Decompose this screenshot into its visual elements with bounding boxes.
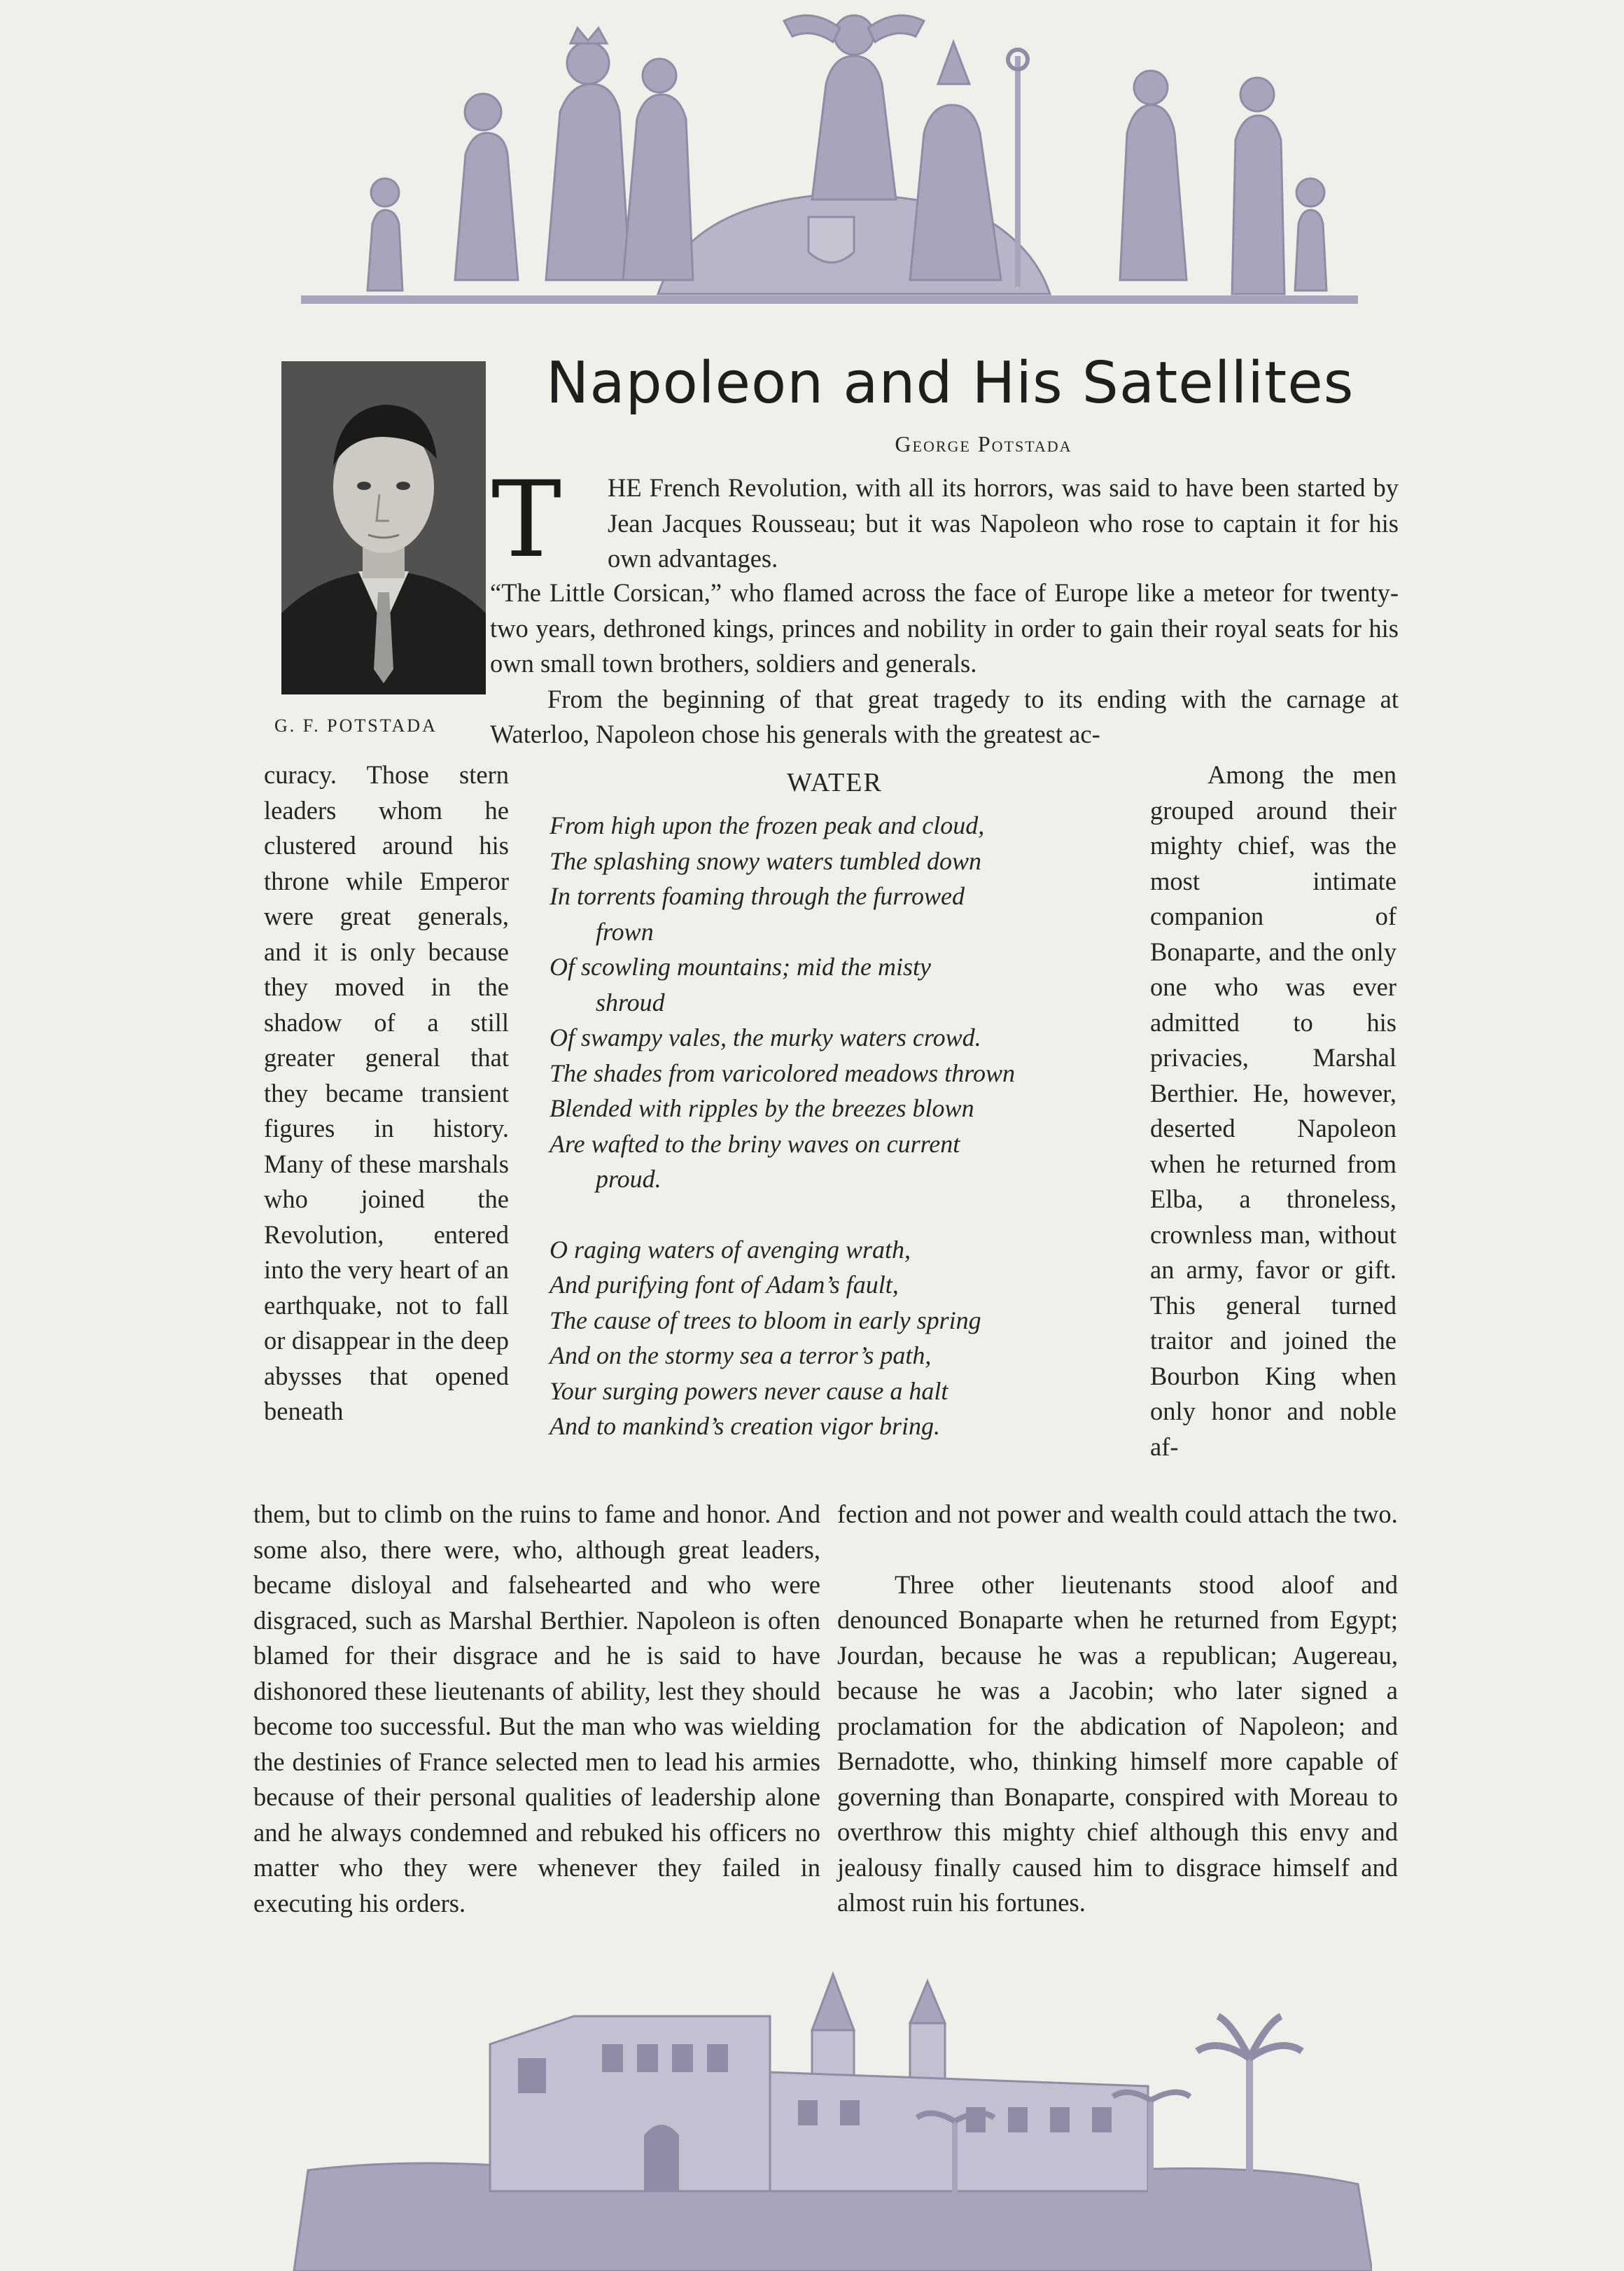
- poem-title: WATER: [787, 768, 883, 797]
- poem-line: Of swampy vales, the murky waters crowd.: [550, 1023, 981, 1051]
- left-narrow-text: curacy. Those stern leaders whom he clustered around his throne while Emperor were great generals, and it is only because they moved in the shadow of a still greater general that they became transient figures in history. Many of these marshals who joined the Revolution, entered into the very heart of an earthquake, not to fall or disappear in the deep abysses that opened beneath: [264, 760, 509, 1425]
- right-wide-text-1: fection and not power and wealth could attach the two.: [837, 1500, 1398, 1528]
- author-byline: George Potstada: [895, 431, 1072, 456]
- poem-line: The splashing snowy waters tumbled down: [550, 846, 982, 875]
- footer-illustration: [280, 1960, 1372, 2271]
- poem-line: The shades from varicolored meadows thrown: [550, 1058, 1015, 1087]
- poem-line: Blended with ripples by the breezes blown: [550, 1094, 974, 1122]
- poem-line: The cause of trees to bloom in early spring: [550, 1306, 981, 1334]
- poem-line: And on the stormy sea a terror’s path,: [550, 1341, 932, 1369]
- lead-continuation: “The Little Corsican,” who flamed across the face of Europe like a meteor for twenty-two years, dethroned kings, princes and nobility in order to gain their royal seats for his own small town brothers, soldiers and generals.: [490, 578, 1399, 678]
- lead-paragraph: [608, 470, 1399, 577]
- right-wide-column: [837, 1497, 1398, 1921]
- poem-line: proud.: [596, 1165, 662, 1193]
- intro-full-width: [490, 575, 1399, 753]
- lead-text: HE French Revolution, with all its horrors, was said to have been started by Jean Jacques Rousseau; but it was Napoleon who rose to captain it for his own advantages.: [608, 473, 1399, 573]
- left-wide-column: [253, 1497, 820, 1921]
- right-narrow-text: Among the men grouped around their mighty chief, was the most intimate companion of Bonaparte, and the only one who was ever admitted to his privacies, Marshal Berthier. He, however, deserted Napoleon when he returned from Elba, a throneless, crownless man, without an army, favor or gift. This general turned traitor and joined the Bourbon King when only honor and noble af-: [1150, 760, 1396, 1461]
- poem-line: Of scowling mountains; mid the misty: [550, 953, 931, 981]
- poem-line: From high upon the frozen peak and cloud,: [550, 811, 985, 839]
- author-portrait: [281, 361, 486, 694]
- left-narrow-column: [264, 757, 509, 1430]
- right-narrow-column: [1150, 757, 1396, 1465]
- poem-line: And purifying font of Adam’s fault,: [550, 1271, 899, 1299]
- drop-cap: T: [491, 459, 562, 581]
- poem-line: Your surging powers never cause a halt: [550, 1376, 948, 1405]
- poem-line: frown: [596, 917, 654, 946]
- right-wide-text-2: Three other lieutenants stood aloof and denounced Bonaparte when he returned from Egypt; Jourdan, because he was a republican; Augereau, because he was a Jacobin; who later signed a proclamation for the abdication of Napoleon; and Bernadotte, who, thinking himself more capable of governing than Bonaparte, conspired with Moreau to overthrow this mighty chief although this envy and jealousy finally caused him to disgrace himself and almost ruin his fortunes.: [837, 1570, 1398, 1917]
- poem-line: shroud: [596, 988, 665, 1016]
- poem-line: In torrents foaming through the furrowed: [550, 882, 965, 910]
- stanza-break: [550, 1197, 1120, 1232]
- header-illustration: [294, 0, 1365, 322]
- photo-caption: G. F. POTSTADA: [274, 715, 438, 736]
- poem-water: [550, 767, 1120, 1444]
- article-title: Napoleon and His Satellites: [546, 350, 1354, 417]
- poem-line: O raging waters of avenging wrath,: [550, 1235, 911, 1264]
- paragraph-2: From the beginning of that great tragedy to its ending with the carnage at Waterloo, Napoleon chose his generals with the greatest ac-: [490, 684, 1399, 748]
- left-wide-text: them, but to climb on the ruins to fame and honor. And some also, there were, who, although great leaders, became disloyal and falsehearted and who were disgraced, such as Marshal Berthier. Napoleon is often blamed for their disgrace and he is said to have dishonored these lieutenants of ability, lest they should become too successful. But the man who was wielding the destinies of France selected men to lead his armies because of their personal qualities of leadership alone and he always condemned and rebuked his officers no matter who they were whenever they failed in executing his orders.: [253, 1500, 820, 1917]
- poem-line: And to mankind’s creation vigor bring.: [550, 1412, 940, 1440]
- poem-line: Are wafted to the briny waves on current: [550, 1129, 960, 1158]
